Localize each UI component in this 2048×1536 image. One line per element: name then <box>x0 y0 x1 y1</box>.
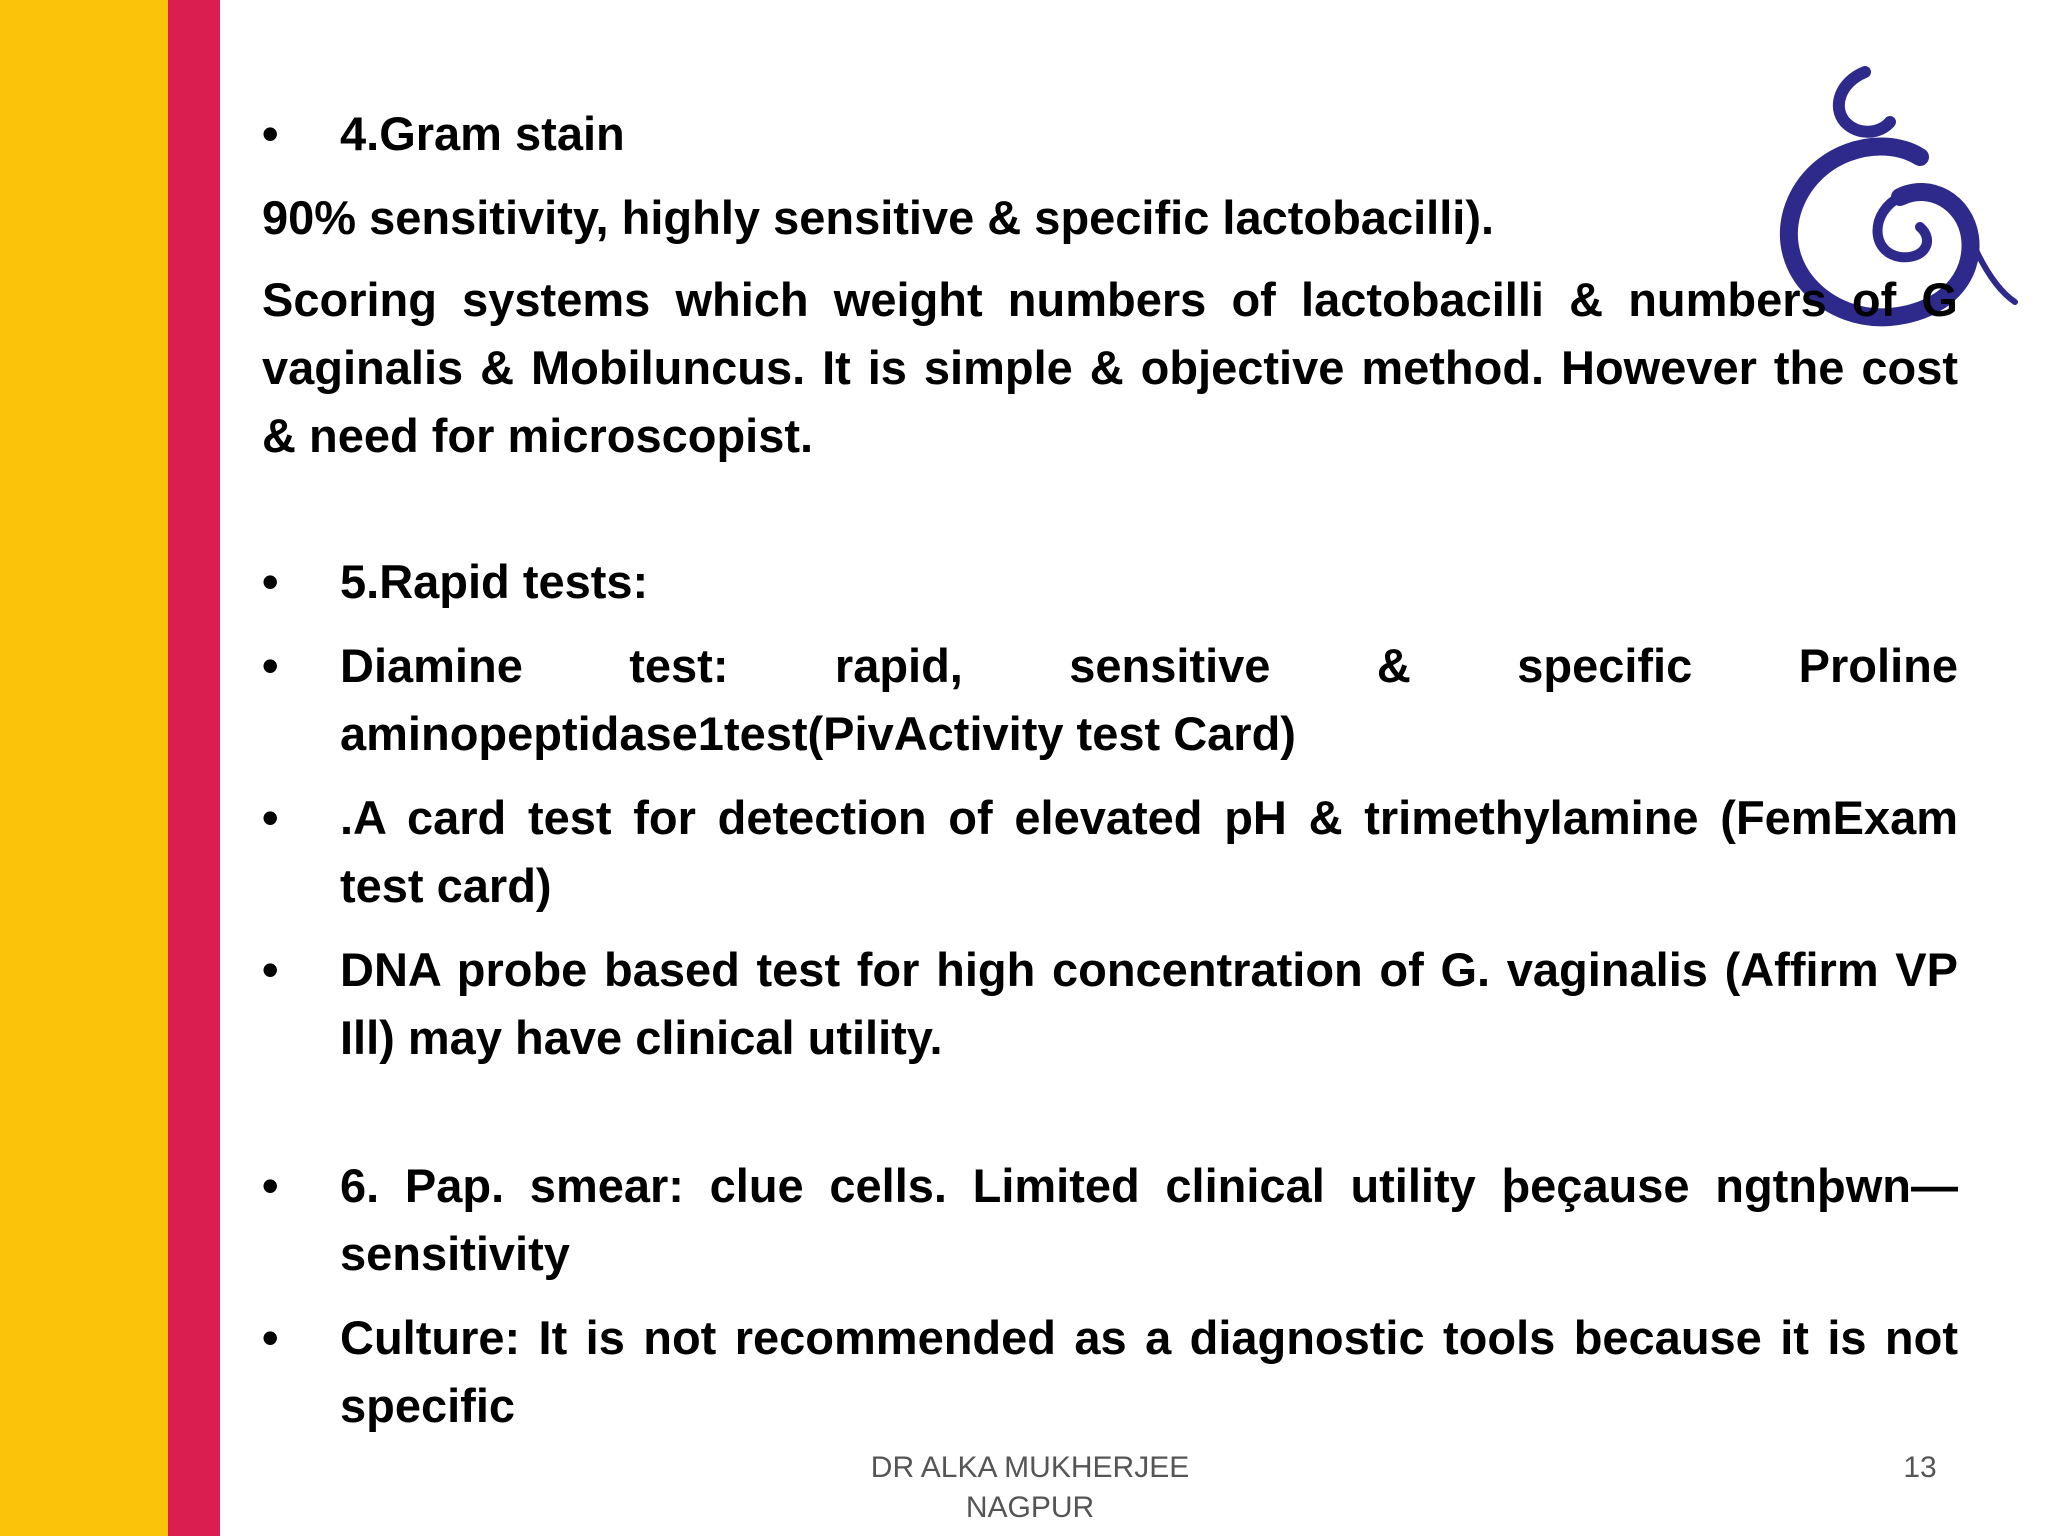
diamine-test-text: Diamine test: rapid, sensitive & specific Proline aminopeptidase1test(PivActivity test Card) <box>340 639 1958 760</box>
left-red-band <box>168 0 220 1536</box>
bullet-card-test <box>262 784 1958 920</box>
bullet-gram-stain <box>262 100 1958 168</box>
bullet-rapid-tests <box>262 548 1958 616</box>
gram-stain-sensitivity: 90% sensitivity, highly sensitive & specific lactobacilli). <box>262 191 1495 244</box>
rapid-tests-heading: 5.Rapid tests: <box>340 555 649 608</box>
bullet-dot: • <box>262 107 279 160</box>
bullet-dot: • <box>262 639 279 692</box>
gram-stain-heading: 4.Gram stain <box>340 107 625 160</box>
card-test-text: .A card test for detection of elevated pH & trimethylamine (FemExam test card) <box>340 791 1958 912</box>
slide-content <box>262 100 1958 1456</box>
bullet-pap-smear <box>262 1152 1958 1288</box>
gram-stain-scoring: Scoring systems which weight numbers of lactobacilli & numbers of G vaginalis & Mobiluncus. It is simple & objective method. However the cost & need for microscopist. <box>262 273 1958 462</box>
bullet-dot: • <box>262 1159 279 1212</box>
bullet-dot: • <box>262 1311 279 1364</box>
footer-author: DR ALKA MUKHERJEE NAGPUR <box>870 1451 1190 1524</box>
dna-probe-text: DNA probe based test for high concentration of G. vaginalis (Affirm VP Ill) may have clinical utility. <box>340 943 1958 1064</box>
bullet-diamine-test <box>262 632 1958 768</box>
culture-text: Culture: It is not recommended as a diagnostic tools because it is not specific <box>340 1311 1958 1432</box>
bullet-dot: • <box>262 943 279 996</box>
pap-smear-text: 6. Pap. smear: clue cells. Limited clinical utility þeçause ngtnþwn— sensitivity <box>340 1159 1958 1280</box>
bullet-dna-probe <box>262 936 1958 1072</box>
left-yellow-band <box>0 0 168 1536</box>
page-number: 13 <box>1903 1451 1937 1484</box>
bullet-dot: • <box>262 555 279 608</box>
bullet-dot: • <box>262 791 279 844</box>
bullet-culture <box>262 1304 1958 1440</box>
